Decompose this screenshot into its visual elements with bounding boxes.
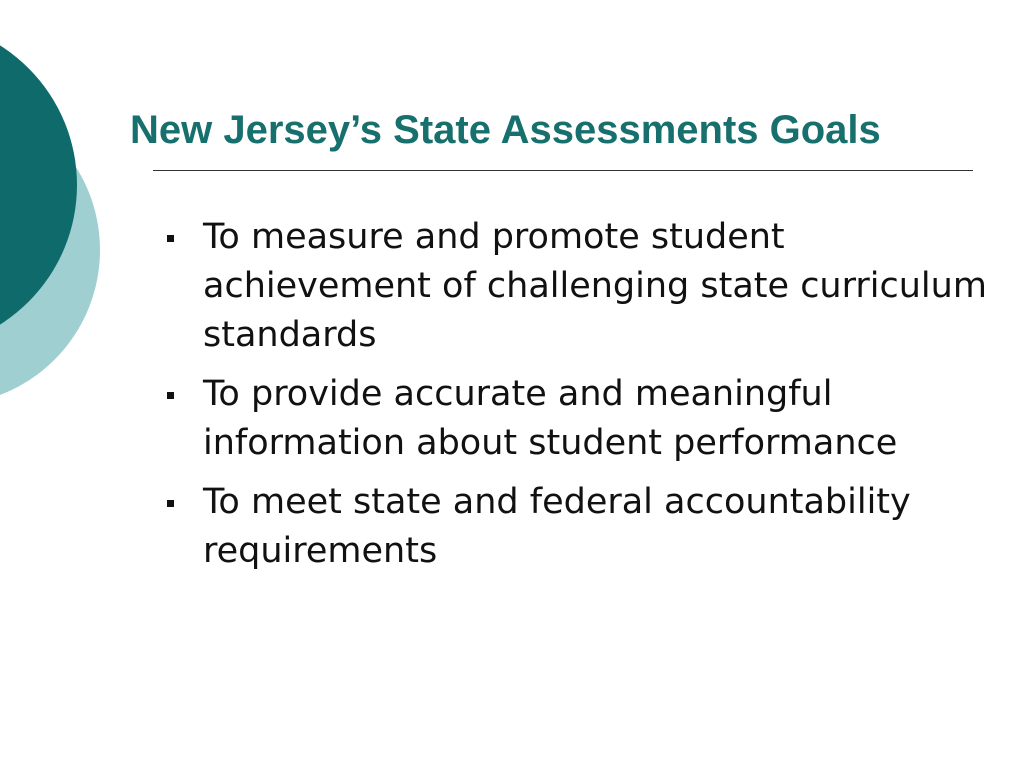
title-divider xyxy=(153,170,973,171)
bullet-text: To measure and promote student achievement of challenging state curriculum standards xyxy=(203,217,987,355)
slide-title: New Jersey’s State Assessments Goals xyxy=(130,108,881,152)
bullet-item xyxy=(160,370,990,468)
bullet-list xyxy=(160,213,990,586)
square-bullet-icon xyxy=(167,500,174,507)
square-bullet-icon xyxy=(167,235,174,242)
square-bullet-icon xyxy=(167,392,174,399)
bullet-text: To provide accurate and meaningful information about student performance xyxy=(203,374,898,463)
bullet-item xyxy=(160,213,990,360)
bullet-text: To meet state and federal accountability requirements xyxy=(203,482,911,571)
bullet-item xyxy=(160,478,990,576)
